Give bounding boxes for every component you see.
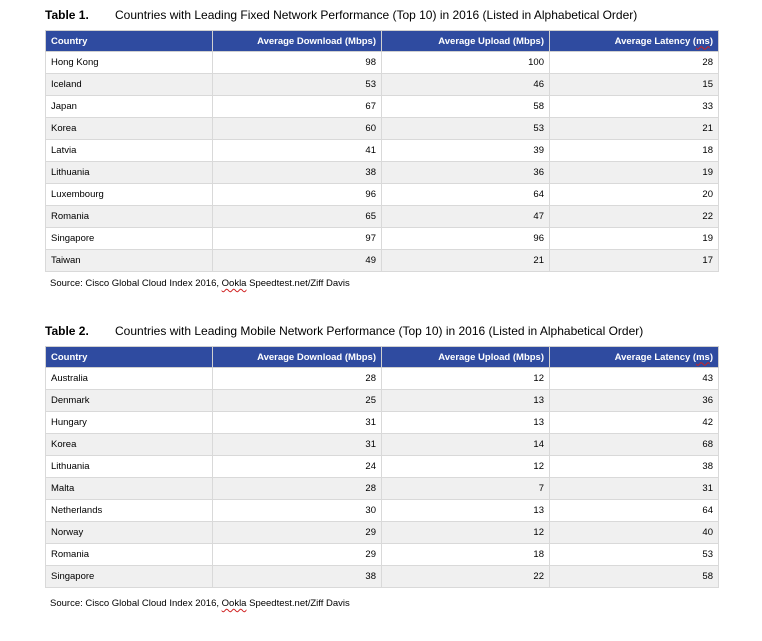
cell-country: Lithuania <box>46 162 213 184</box>
cell-download: 28 <box>213 478 382 500</box>
cell-latency: 38 <box>550 456 719 478</box>
header-latency <box>550 31 719 52</box>
cell-upload: 13 <box>382 390 550 412</box>
cell-download: 96 <box>213 184 382 206</box>
table-row <box>46 118 719 140</box>
source-prefix: Source: Cisco Global Cloud Index 2016, <box>50 278 222 289</box>
source-ookla: Ookla <box>221 598 247 609</box>
cell-upload: 22 <box>382 566 550 588</box>
cell-upload: 21 <box>382 250 550 272</box>
cell-upload: 13 <box>382 500 550 522</box>
source-prefix: Source: Cisco Global Cloud Index 2016, <box>50 598 222 609</box>
cell-latency: 28 <box>550 52 719 74</box>
table-row <box>46 140 719 162</box>
cell-download: 30 <box>213 500 382 522</box>
header-download: Average Download (Mbps) <box>213 31 382 52</box>
cell-latency: 36 <box>550 390 719 412</box>
table2-title: Countries with Leading Mobile Network Performance (Top 10) in 2016 (Listed in Alphabetical Order) <box>115 324 644 338</box>
table1-source <box>50 278 350 289</box>
cell-download: 53 <box>213 74 382 96</box>
cell-upload: 53 <box>382 118 550 140</box>
cell-latency: 21 <box>550 118 719 140</box>
cell-upload: 58 <box>382 96 550 118</box>
cell-country: Japan <box>46 96 213 118</box>
table-row <box>46 74 719 96</box>
cell-download: 65 <box>213 206 382 228</box>
cell-latency: 42 <box>550 412 719 434</box>
cell-country: Romania <box>46 206 213 228</box>
header-latency-suffix: ) <box>709 35 713 47</box>
cell-download: 28 <box>213 368 382 390</box>
table-row <box>46 162 719 184</box>
table-row <box>46 434 719 456</box>
header-latency-prefix: Average Latency ( <box>614 35 697 47</box>
table-row <box>46 566 719 588</box>
table-row <box>46 228 719 250</box>
cell-download: 41 <box>213 140 382 162</box>
header-latency <box>550 347 719 368</box>
table1-caption <box>45 8 637 22</box>
cell-download: 38 <box>213 566 382 588</box>
cell-latency: 19 <box>550 162 719 184</box>
header-country: Country <box>46 347 213 368</box>
table-row <box>46 250 719 272</box>
table-row <box>46 52 719 74</box>
cell-upload: 12 <box>382 368 550 390</box>
cell-download: 97 <box>213 228 382 250</box>
cell-latency: 53 <box>550 544 719 566</box>
table1-header-row <box>46 31 719 52</box>
table1-fixed-network <box>45 30 719 272</box>
table2-source <box>50 598 350 609</box>
cell-latency: 22 <box>550 206 719 228</box>
cell-download: 24 <box>213 456 382 478</box>
table-row <box>46 184 719 206</box>
cell-country: Luxembourg <box>46 184 213 206</box>
cell-download: 29 <box>213 544 382 566</box>
cell-latency: 64 <box>550 500 719 522</box>
cell-download: 49 <box>213 250 382 272</box>
cell-upload: 12 <box>382 456 550 478</box>
cell-country: Netherlands <box>46 500 213 522</box>
cell-download: 29 <box>213 522 382 544</box>
table2-number: Table 2. <box>45 324 89 338</box>
table-row <box>46 96 719 118</box>
cell-country: Lithuania <box>46 456 213 478</box>
cell-upload: 13 <box>382 412 550 434</box>
cell-upload: 39 <box>382 140 550 162</box>
table-row <box>46 500 719 522</box>
table-row <box>46 522 719 544</box>
source-suffix: Speedtest.net/Ziff Davis <box>246 278 350 289</box>
table-row <box>46 412 719 434</box>
cell-country: Malta <box>46 478 213 500</box>
cell-country: Denmark <box>46 390 213 412</box>
table-row <box>46 390 719 412</box>
table1-title: Countries with Leading Fixed Network Performance (Top 10) in 2016 (Listed in Alphabetical Order) <box>115 8 638 22</box>
cell-latency: 33 <box>550 96 719 118</box>
header-upload: Average Upload (Mbps) <box>382 31 550 52</box>
table-row <box>46 456 719 478</box>
cell-upload: 18 <box>382 544 550 566</box>
header-latency-unit: ms <box>696 351 710 363</box>
cell-latency: 40 <box>550 522 719 544</box>
source-ookla: Ookla <box>221 278 247 289</box>
cell-download: 60 <box>213 118 382 140</box>
cell-country: Latvia <box>46 140 213 162</box>
cell-country: Taiwan <box>46 250 213 272</box>
cell-country: Korea <box>46 118 213 140</box>
cell-download: 67 <box>213 96 382 118</box>
cell-upload: 12 <box>382 522 550 544</box>
header-country: Country <box>46 31 213 52</box>
table-row <box>46 478 719 500</box>
cell-upload: 46 <box>382 74 550 96</box>
cell-download: 31 <box>213 412 382 434</box>
cell-latency: 19 <box>550 228 719 250</box>
table2-header-row <box>46 347 719 368</box>
cell-country: Hong Kong <box>46 52 213 74</box>
cell-country: Singapore <box>46 228 213 250</box>
table2-mobile-network <box>45 346 719 588</box>
cell-country: Iceland <box>46 74 213 96</box>
cell-upload: 14 <box>382 434 550 456</box>
cell-upload: 100 <box>382 52 550 74</box>
cell-latency: 58 <box>550 566 719 588</box>
cell-country: Korea <box>46 434 213 456</box>
cell-download: 38 <box>213 162 382 184</box>
header-latency-suffix: ) <box>709 351 713 363</box>
cell-latency: 15 <box>550 74 719 96</box>
table2-caption <box>45 324 643 338</box>
cell-country: Romania <box>46 544 213 566</box>
cell-download: 98 <box>213 52 382 74</box>
cell-country: Norway <box>46 522 213 544</box>
table-row <box>46 544 719 566</box>
header-download: Average Download (Mbps) <box>213 347 382 368</box>
header-upload: Average Upload (Mbps) <box>382 347 550 368</box>
cell-upload: 36 <box>382 162 550 184</box>
table-row <box>46 368 719 390</box>
cell-latency: 18 <box>550 140 719 162</box>
cell-upload: 47 <box>382 206 550 228</box>
table1-number: Table 1. <box>45 8 89 22</box>
cell-latency: 43 <box>550 368 719 390</box>
cell-latency: 17 <box>550 250 719 272</box>
header-latency-prefix: Average Latency ( <box>614 351 697 363</box>
cell-country: Australia <box>46 368 213 390</box>
cell-country: Singapore <box>46 566 213 588</box>
cell-latency: 31 <box>550 478 719 500</box>
source-suffix: Speedtest.net/Ziff Davis <box>246 598 350 609</box>
cell-upload: 96 <box>382 228 550 250</box>
cell-upload: 64 <box>382 184 550 206</box>
header-latency-unit: ms <box>696 35 710 47</box>
table-row <box>46 206 719 228</box>
cell-download: 31 <box>213 434 382 456</box>
cell-country: Hungary <box>46 412 213 434</box>
cell-latency: 20 <box>550 184 719 206</box>
cell-download: 25 <box>213 390 382 412</box>
cell-latency: 68 <box>550 434 719 456</box>
cell-upload: 7 <box>382 478 550 500</box>
